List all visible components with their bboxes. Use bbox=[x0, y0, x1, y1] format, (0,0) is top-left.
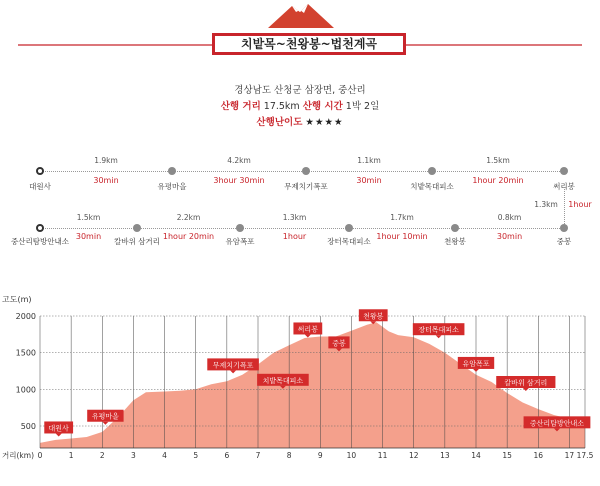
distance-label: 산행 거리 bbox=[220, 101, 261, 112]
annotation-pointer bbox=[305, 334, 311, 337]
route-point-label: 장터목대피소 bbox=[327, 237, 371, 246]
location-text: 경상남도 산청군 삼장면, 중산리 bbox=[234, 85, 366, 96]
segment-distance: 4.2km bbox=[227, 156, 251, 165]
y-tick-label: 2000 bbox=[15, 312, 36, 321]
x-tick-label: 9 bbox=[317, 451, 323, 460]
route-point-label: 유평마을 bbox=[157, 182, 187, 191]
plot-area bbox=[2, 309, 594, 460]
segment-distance: 2.2km bbox=[176, 213, 201, 222]
elevation-chart bbox=[0, 250, 600, 486]
route-point-label: 칼바위 삼거리 bbox=[114, 237, 160, 246]
x-tick-label: 0 bbox=[37, 451, 43, 460]
annotation-label: 대원사 bbox=[48, 424, 69, 433]
annotation-label: 장터목대피소 bbox=[418, 326, 459, 335]
route-point-dot bbox=[36, 224, 44, 232]
x-tick-label: 17.5 bbox=[576, 451, 594, 460]
time-label: 산행 시간 bbox=[302, 101, 343, 112]
route-point-dot bbox=[451, 224, 459, 232]
difficulty-label: 산행난이도 bbox=[256, 117, 303, 128]
segment-time: 1hour bbox=[568, 200, 592, 209]
annotation-label: 중봉 bbox=[332, 339, 346, 348]
route-point-label: 치밭목대피소 bbox=[410, 182, 454, 191]
x-tick-label: 7 bbox=[255, 451, 261, 460]
route-row2-line bbox=[40, 228, 564, 229]
segment-time: 1hour bbox=[282, 232, 307, 241]
x-tick-label: 4 bbox=[162, 451, 167, 460]
route-point-dot bbox=[560, 224, 568, 232]
annotation-pointer bbox=[230, 370, 236, 373]
x-tick-label: 2 bbox=[99, 451, 105, 460]
header-banner bbox=[0, 0, 600, 70]
segment-time: 30min bbox=[356, 176, 382, 185]
x-tick-label: 10 bbox=[346, 451, 357, 460]
y-tick-label: 1000 bbox=[15, 385, 36, 395]
x-tick-label: 1 bbox=[68, 451, 74, 460]
segment-time: 30min bbox=[93, 176, 119, 185]
segment-distance: 1.9km bbox=[94, 156, 118, 165]
route-point-label: 무제치기폭포 bbox=[284, 182, 328, 191]
segment-distance: 1.3km bbox=[534, 200, 558, 209]
x-axis-title: 거리(km) bbox=[2, 451, 34, 460]
segment-distance: 1.7km bbox=[390, 213, 414, 222]
segment-distance: 1.5km bbox=[76, 213, 101, 222]
segment-time: 1hour 20min bbox=[162, 232, 215, 241]
annotation-pointer bbox=[473, 369, 479, 372]
annotation-pointer bbox=[56, 433, 62, 436]
route-point-label: 중산리탐방안내소 bbox=[11, 237, 69, 246]
route-point-dot bbox=[36, 167, 44, 175]
annotation-label: 유암폭포 bbox=[462, 359, 490, 368]
x-tick-label: 3 bbox=[131, 451, 136, 460]
route-point-dot bbox=[133, 224, 141, 232]
difficulty-line bbox=[0, 114, 600, 128]
annotation-label: 써리봉 bbox=[297, 325, 318, 334]
segment-distance: 0.8km bbox=[497, 213, 522, 222]
x-tick-label: 14 bbox=[471, 451, 481, 460]
route-point-dot bbox=[236, 224, 244, 232]
x-tick-label: 11 bbox=[377, 451, 388, 460]
annotation-label: 천왕봉 bbox=[363, 312, 384, 321]
segment-time: 1hour 10min bbox=[376, 232, 428, 241]
route-point-dot bbox=[560, 167, 568, 175]
route-point-dot bbox=[302, 167, 310, 175]
annotation-label: 칼바위 삼거리 bbox=[504, 379, 548, 387]
annotation-label: 무제치기폭포 bbox=[212, 361, 254, 370]
difficulty-stars: ★★★★ bbox=[305, 117, 344, 128]
route-point-dot bbox=[168, 167, 176, 175]
segment-time: 3hour 30min bbox=[213, 176, 265, 185]
route-point-label: 써리봉 bbox=[553, 182, 575, 191]
route-title: 치밭목~천왕봉~법천계곡 bbox=[212, 33, 406, 55]
route-point-dot bbox=[345, 224, 353, 232]
annotation-pointer bbox=[102, 422, 108, 425]
route-vertical-line bbox=[564, 187, 565, 224]
x-tick-label: 17 bbox=[564, 451, 575, 460]
segment-distance: 1.3km bbox=[282, 213, 307, 222]
segment-time: 30min bbox=[496, 232, 523, 241]
annotation-label: 유평마을 bbox=[91, 412, 119, 421]
annotation-label: 중산리탐방안내소 bbox=[529, 419, 585, 428]
segment-time: 30min bbox=[75, 232, 102, 241]
x-tick-label: 16 bbox=[533, 451, 544, 460]
y-tick-label: 1500 bbox=[15, 348, 36, 358]
x-tick-label: 6 bbox=[224, 451, 230, 460]
segment-distance: 1.5km bbox=[486, 156, 510, 165]
distance-value: 17.5km bbox=[263, 101, 300, 112]
route-point-label: 천왕봉 bbox=[444, 237, 466, 246]
annotation-label: 치밭목대피소 bbox=[262, 376, 304, 385]
segment-time: 1hour 20min bbox=[472, 176, 524, 185]
x-tick-label: 8 bbox=[286, 451, 292, 460]
time-value: 1박 2일 bbox=[345, 101, 380, 112]
x-tick-label: 12 bbox=[408, 451, 419, 460]
annotation-pointer bbox=[436, 335, 442, 338]
x-tick-label: 13 bbox=[440, 451, 450, 460]
route-point-label: 유암폭포 bbox=[225, 237, 255, 246]
route-point-dot bbox=[428, 167, 436, 175]
x-tick-label: 15 bbox=[502, 451, 512, 460]
x-tick-label: 5 bbox=[193, 451, 199, 460]
route-point-label: 중봉 bbox=[556, 237, 572, 246]
y-axis-title: 고도(m) bbox=[2, 295, 32, 304]
route-point-label: 대원사 bbox=[29, 182, 51, 191]
segment-distance: 1.1km bbox=[357, 156, 381, 165]
y-tick-label: 500 bbox=[20, 422, 36, 431]
distance-time-line bbox=[0, 98, 600, 112]
